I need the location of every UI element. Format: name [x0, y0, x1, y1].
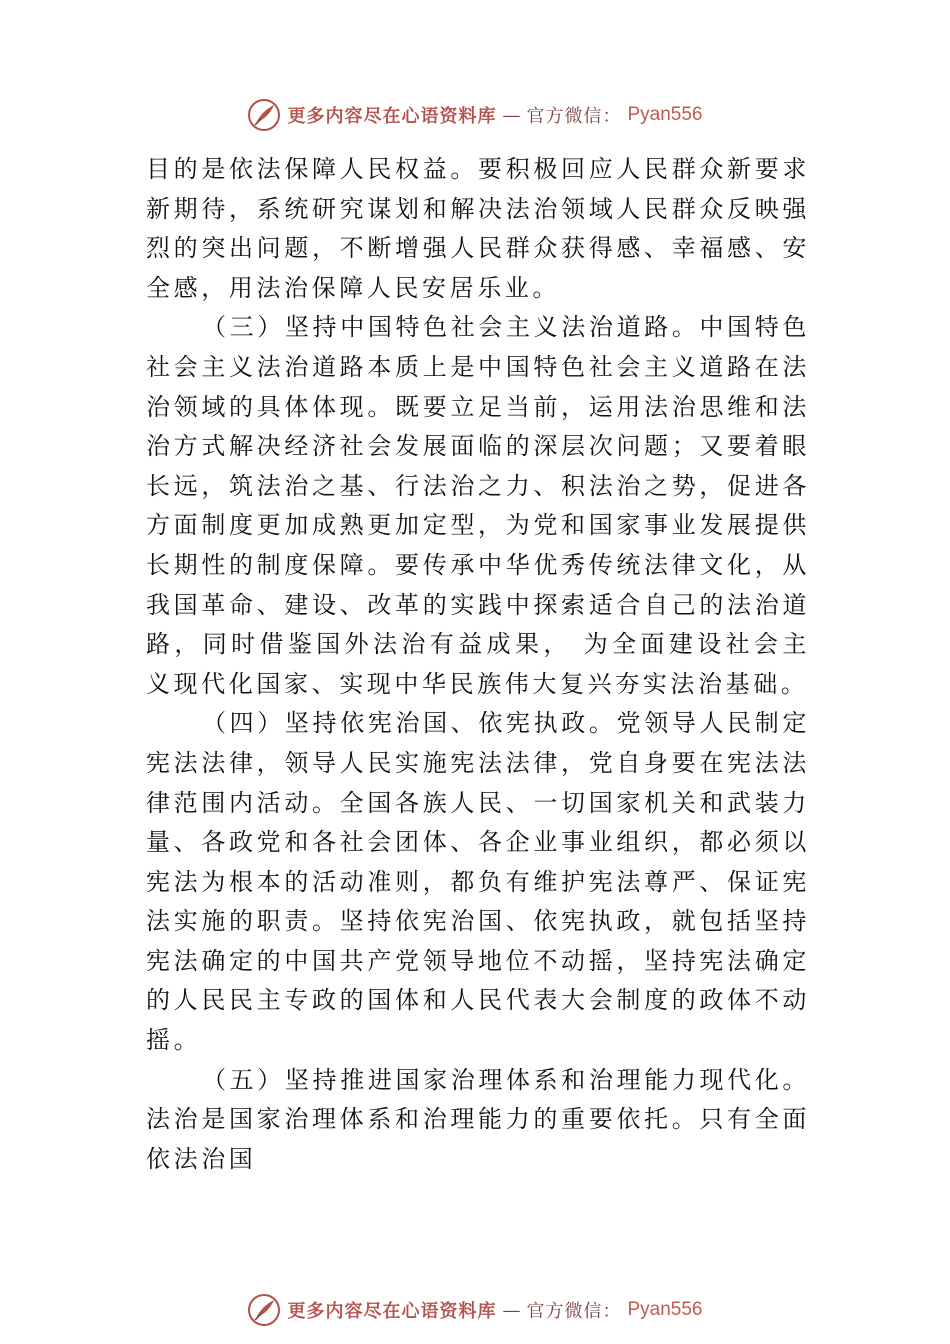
- banner-separator: —: [502, 1299, 521, 1321]
- banner-official-label: 官方微信：: [526, 1301, 622, 1322]
- header-banner: [0, 95, 950, 135]
- paragraph-2: （三）坚持中国特色社会主义法治道路。中国特色社会主义法治道路本质上是中国特色社会主义道路在法治领域的具体体现。既要立足当前，运用法治思维和法治方式解决经济社会发展面临的深层次问题；又要着眼长远，筑法治之基、行法治之力、积法治之势，促进各方面制度更加成熟更加定型，为党和国家事业发展提供长期性的制度保障。要传承中华优秀传统法律文化，从我国革命、建设、改革的实践中探索适合自己的法治道路，同时借鉴国外法治有益成果， 为全面建设社会主义现代化国家、实现中华民族伟大复兴夯实法治基础。: [146, 313, 810, 698]
- banner-title: 更多内容尽在心语资料库: [287, 1301, 497, 1322]
- footer-banner: [0, 1290, 950, 1330]
- paragraph-4: （五）坚持推进国家治理体系和治理能力现代化。法治是国家治理体系和治理能力的重要依托。只有全面依法治国: [146, 1065, 810, 1173]
- banner-official-label: 官方微信：: [526, 106, 622, 127]
- banner-wechat-id: Pyan556: [627, 104, 703, 125]
- quill-logo-icon: [247, 1293, 281, 1327]
- document-body: [146, 150, 810, 1179]
- quill-logo-icon: [247, 98, 281, 132]
- paragraph-3: （四）坚持依宪治国、依宪执政。党领导人民制定宪法法律，领导人民实施宪法法律，党自身要在宪法法律范围内活动。全国各族人民、一切国家机关和武装力量、各政党和各社会团体、各企业事业组织，都必须以宪法为根本的活动准则，都负有维护宪法尊严、保证宪法实施的职责。坚持依宪治国、依宪执政，就包括坚持宪法确定的中国共产党领导地位不动摇，坚持宪法确定的人民民主专政的国体和人民代表大会制度的政体不动摇。: [146, 709, 810, 1055]
- banner-separator: —: [502, 104, 521, 126]
- banner-title: 更多内容尽在心语资料库: [287, 106, 497, 127]
- paragraph-1: 目的是依法保障人民权益。要积极回应人民群众新要求新期待，系统研究谋划和解决法治领域人民群众反映强烈的突出问题，不断增强人民群众获得感、幸福感、安全感，用法治保障人民安居乐业。: [146, 155, 810, 302]
- banner-wechat-id: Pyan556: [627, 1299, 703, 1320]
